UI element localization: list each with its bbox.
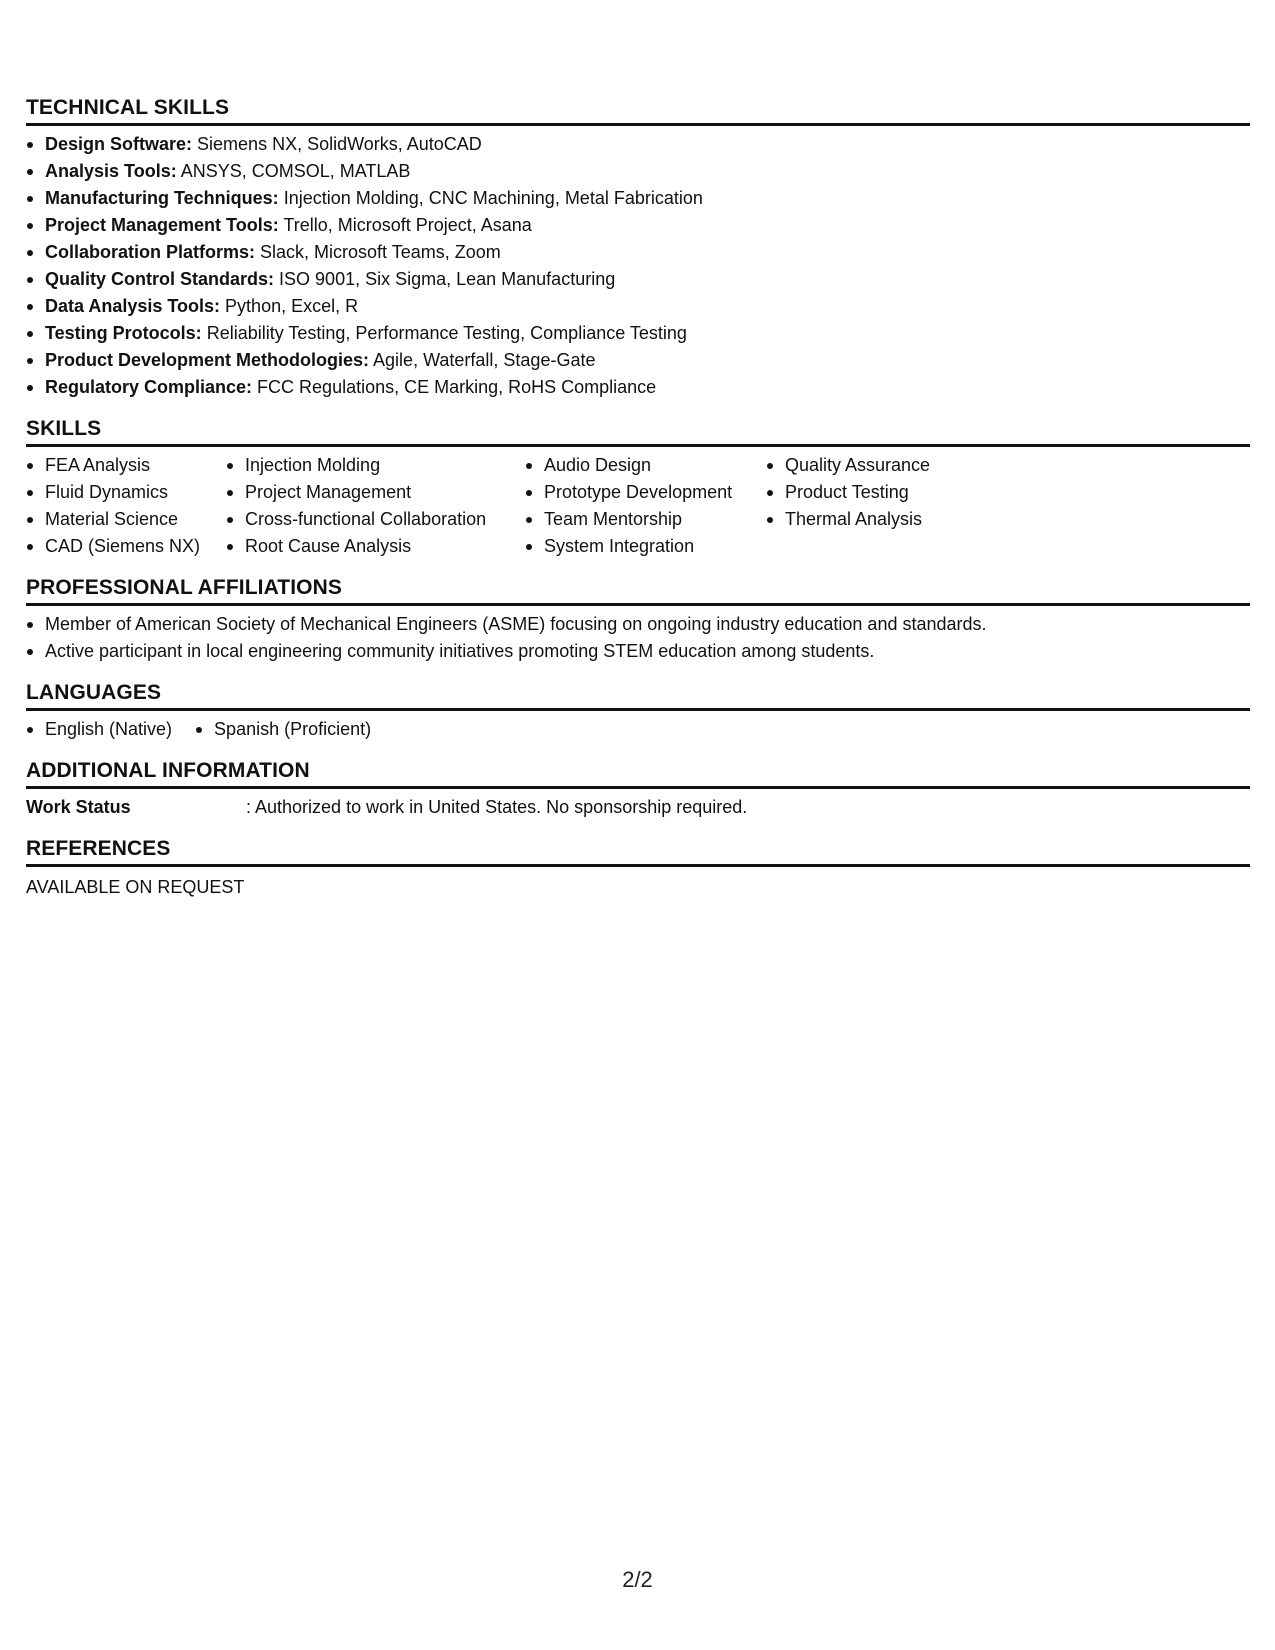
list-item — [26, 131, 1250, 158]
item-value: ANSYS, COMSOL, MATLAB — [176, 161, 411, 181]
skills-column — [26, 452, 226, 560]
item-value: ISO 9001, Six Sigma, Lean Manufacturing — [274, 269, 616, 289]
skill-item: Injection Molding — [226, 452, 525, 479]
skill-item: Audio Design — [525, 452, 766, 479]
work-status-value: : Authorized to work in United States. No sponsorship required. — [246, 797, 748, 817]
additional-info-section — [26, 757, 1250, 821]
page-number: 2/2 — [622, 1567, 653, 1592]
item-value: Reliability Testing, Performance Testing, Compliance Testing — [201, 323, 687, 343]
technical-skills-list — [26, 131, 1250, 401]
resume-page — [26, 94, 1250, 901]
list-item — [26, 266, 1250, 293]
list-item — [26, 158, 1250, 185]
item-label: Data Analysis Tools: — [45, 296, 221, 316]
work-status-row — [26, 794, 1250, 821]
item-value: Injection Molding, CNC Machining, Metal Fabrication — [278, 188, 703, 208]
skill-item: CAD (Siemens NX) — [26, 533, 226, 560]
skill-item: Cross-functional Collaboration — [226, 506, 525, 533]
item-label: Project Management Tools: — [45, 215, 279, 235]
item-label: Analysis Tools: — [45, 161, 177, 181]
item-value: Python, Excel, R — [220, 296, 359, 316]
section-title: PROFESSIONAL AFFILIATIONS — [26, 574, 1250, 606]
skill-item: Project Management — [226, 479, 525, 506]
references-text: AVAILABLE ON REQUEST — [26, 877, 245, 897]
item-value: Trello, Microsoft Project, Asana — [278, 215, 532, 235]
skills-column — [226, 452, 525, 560]
list-item: Active participant in local engineering community initiatives promoting STEM education among students. — [26, 638, 1250, 665]
item-label: Design Software: — [45, 134, 193, 154]
skills-section — [26, 415, 1250, 560]
list-item — [26, 239, 1250, 266]
item-label: Manufacturing Techniques: — [45, 188, 279, 208]
skills-column — [525, 452, 766, 560]
skill-item: Fluid Dynamics — [26, 479, 226, 506]
skill-item: Root Cause Analysis — [226, 533, 525, 560]
item-label: Product Development Methodologies: — [45, 350, 370, 370]
item-label: Quality Control Standards: — [45, 269, 275, 289]
affiliations-section — [26, 574, 1250, 665]
affiliations-list — [26, 611, 1250, 665]
list-item — [26, 185, 1250, 212]
section-title: ADDITIONAL INFORMATION — [26, 757, 1250, 789]
item-value: Slack, Microsoft Teams, Zoom — [255, 242, 501, 262]
list-item — [26, 347, 1250, 374]
skills-grid — [26, 452, 1250, 560]
skills-column — [766, 452, 1016, 560]
item-label: Testing Protocols: — [45, 323, 202, 343]
item-value: Agile, Waterfall, Stage-Gate — [369, 350, 596, 370]
work-status-label: Work Status — [26, 797, 131, 817]
section-title: LANGUAGES — [26, 679, 1250, 711]
section-title: REFERENCES — [26, 835, 1250, 867]
item-label: Collaboration Platforms: — [45, 242, 256, 262]
list-item — [26, 293, 1250, 320]
list-item — [26, 212, 1250, 239]
language-item: Spanish (Proficient) — [195, 716, 371, 743]
skill-item: FEA Analysis — [26, 452, 226, 479]
section-title: SKILLS — [26, 415, 1250, 447]
item-value: FCC Regulations, CE Marking, RoHS Compliance — [252, 377, 657, 397]
skill-item: System Integration — [525, 533, 766, 560]
languages-list — [26, 716, 394, 743]
technical-skills-section — [26, 94, 1250, 401]
section-title: TECHNICAL SKILLS — [26, 94, 1250, 126]
skill-item: Material Science — [26, 506, 226, 533]
list-item — [26, 320, 1250, 347]
references-section — [26, 835, 1250, 901]
skill-item: Thermal Analysis — [766, 506, 1016, 533]
skill-item: Prototype Development — [525, 479, 766, 506]
item-value: Siemens NX, SolidWorks, AutoCAD — [192, 134, 482, 154]
languages-section — [26, 679, 1250, 743]
skill-item: Quality Assurance — [766, 452, 1016, 479]
languages-row — [26, 716, 1250, 743]
list-item — [26, 374, 1250, 401]
language-item: English (Native) — [26, 716, 172, 743]
list-item: Member of American Society of Mechanical Engineers (ASME) focusing on ongoing industry education and standards. — [26, 611, 1250, 638]
skill-item: Product Testing — [766, 479, 1016, 506]
skill-item: Team Mentorship — [525, 506, 766, 533]
item-label: Regulatory Compliance: — [45, 377, 253, 397]
